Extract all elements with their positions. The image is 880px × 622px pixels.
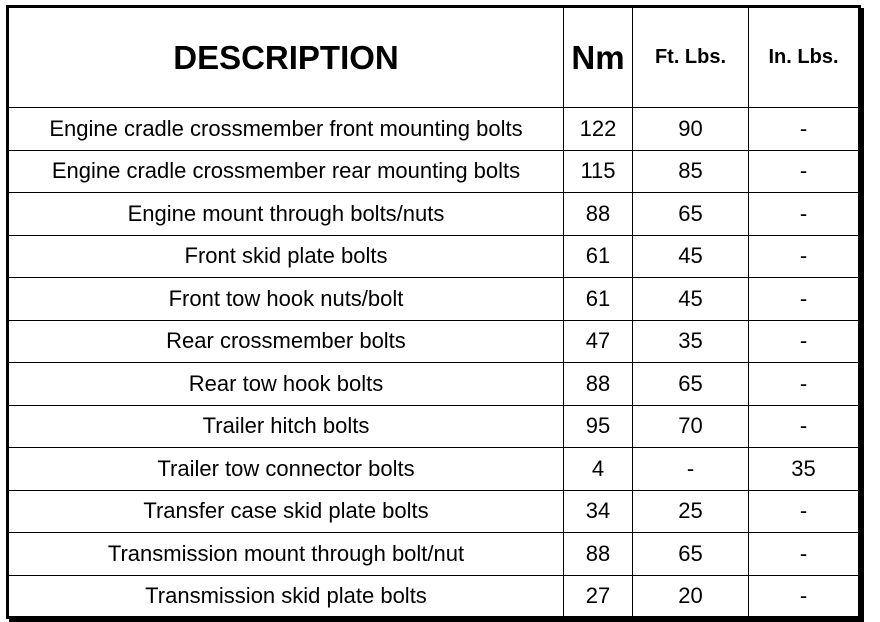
in-lbs-cell: -: [749, 405, 860, 448]
description-cell: Front tow hook nuts/bolt: [8, 278, 564, 321]
description-cell: Trailer tow connector bolts: [8, 448, 564, 491]
nm-cell: 122: [564, 108, 633, 151]
table-row: [8, 193, 860, 236]
description-cell: Engine mount through bolts/nuts: [8, 193, 564, 236]
nm-cell: 88: [564, 363, 633, 406]
in-lbs-cell: -: [749, 533, 860, 576]
in-lbs-cell: -: [749, 278, 860, 321]
ft-lbs-cell: 70: [633, 405, 749, 448]
nm-cell: 27: [564, 575, 633, 618]
description-cell: Transmission skid plate bolts: [8, 575, 564, 618]
table-row: [8, 278, 860, 321]
in-lbs-cell: -: [749, 575, 860, 618]
table-row: [8, 320, 860, 363]
nm-cell: 61: [564, 278, 633, 321]
nm-cell: 115: [564, 150, 633, 193]
description-cell: Engine cradle crossmember front mounting bolts: [8, 108, 564, 151]
description-cell: Front skid plate bolts: [8, 235, 564, 278]
ft-lbs-cell: 35: [633, 320, 749, 363]
ft-lbs-cell: 20: [633, 575, 749, 618]
in-lbs-cell: -: [749, 193, 860, 236]
table-row: [8, 533, 860, 576]
in-lbs-cell: -: [749, 490, 860, 533]
nm-cell: 95: [564, 405, 633, 448]
header-row: [8, 7, 860, 108]
in-lbs-cell: -: [749, 363, 860, 406]
in-lbs-cell: 35: [749, 448, 860, 491]
ft-lbs-cell: 65: [633, 193, 749, 236]
nm-cell: 88: [564, 193, 633, 236]
table-row: [8, 490, 860, 533]
nm-cell: 88: [564, 533, 633, 576]
nm-cell: 34: [564, 490, 633, 533]
table-row: [8, 108, 860, 151]
ft-lbs-cell: 85: [633, 150, 749, 193]
description-cell: Engine cradle crossmember rear mounting bolts: [8, 150, 564, 193]
description-cell: Transfer case skid plate bolts: [8, 490, 564, 533]
header-description: DESCRIPTION: [8, 7, 564, 108]
description-cell: Rear tow hook bolts: [8, 363, 564, 406]
in-lbs-cell: -: [749, 320, 860, 363]
in-lbs-cell: -: [749, 150, 860, 193]
ft-lbs-cell: 45: [633, 278, 749, 321]
nm-cell: 61: [564, 235, 633, 278]
ft-lbs-cell: -: [633, 448, 749, 491]
header-in-lbs: In. Lbs.: [749, 7, 860, 108]
table-row: [8, 363, 860, 406]
table-row: [8, 405, 860, 448]
torque-specifications-table: [6, 5, 861, 619]
nm-cell: 47: [564, 320, 633, 363]
description-cell: Trailer hitch bolts: [8, 405, 564, 448]
description-cell: Rear crossmember bolts: [8, 320, 564, 363]
in-lbs-cell: -: [749, 108, 860, 151]
ft-lbs-cell: 65: [633, 363, 749, 406]
table-row: [8, 575, 860, 618]
ft-lbs-cell: 65: [633, 533, 749, 576]
table-row: [8, 150, 860, 193]
header-ft-lbs: Ft. Lbs.: [633, 7, 749, 108]
table-row: [8, 448, 860, 491]
header-nm: Nm: [564, 7, 633, 108]
in-lbs-cell: -: [749, 235, 860, 278]
ft-lbs-cell: 25: [633, 490, 749, 533]
description-cell: Transmission mount through bolt/nut: [8, 533, 564, 576]
ft-lbs-cell: 45: [633, 235, 749, 278]
ft-lbs-cell: 90: [633, 108, 749, 151]
table-row: [8, 235, 860, 278]
nm-cell: 4: [564, 448, 633, 491]
